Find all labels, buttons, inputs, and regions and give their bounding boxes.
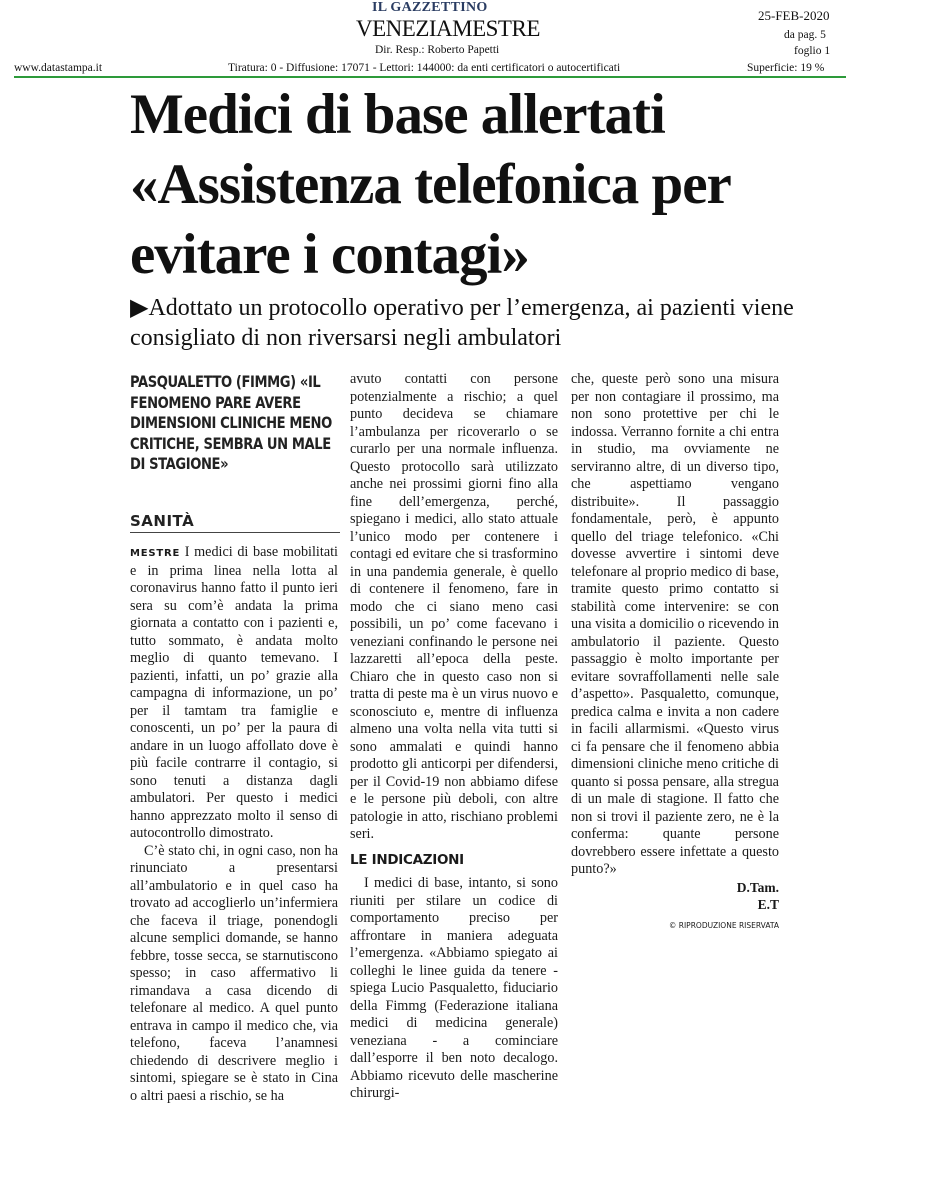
article-column-3 xyxy=(571,371,779,934)
publication-date: 25-FEB-2020 xyxy=(758,8,830,23)
circulation-info: Tiratura: 0 - Diffusione: 17071 - Lettori: 144000: da enti certificatori o autocertificati xyxy=(228,62,621,74)
director-line: Dir. Resp.: Roberto Papetti xyxy=(375,44,500,56)
header-rule xyxy=(14,76,846,78)
sheet-number: foglio 1 xyxy=(794,45,831,57)
article-column-1 xyxy=(130,544,338,1105)
body-paragraph: avuto contatti con persone potenzialmente a rischio; a quel punto decideva se chiamare l’ambulanza per ricoverarlo o se curarlo per una normale influenza. Questo protocollo sarà utilizzato anche nei prossimi giorni fino alla fine dell’emergenza, perché, spiegano i medici, allo stato attuale l’unico modo per contenere i contagi ed evitare che si trasformino in una pandemia generale, è quello di contenere il fenomeno, fare in modo che ci siano meno casi possibili, un po’ come facevano i veneziani confinando le persone nei lazzaretti all’epoca della peste. Chiaro che in questo caso non si tratta di peste ma è un virus nuovo e sconosciuto e, mentre di influenza almeno una volta nella vita tutti si sono ammalati e quindi hanno prodotto gli anticorpi per difendersi, per il Covid-19 non abbiamo difese e le persone più deboli, con altre patologie in atto, rischiano problemi seri. xyxy=(350,371,558,842)
masthead-title: VENEZIAMESTRE xyxy=(356,16,540,41)
page-reference: da pag. 5 xyxy=(784,29,826,41)
copyright-notice: © RIPRODUZIONE RISERVATA xyxy=(668,920,779,930)
author-signature: D.Tam. xyxy=(736,879,779,895)
author-signature: E.T xyxy=(757,896,779,912)
section-label: SANITÀ xyxy=(130,512,195,530)
masthead-top: IL GAZZETTINO xyxy=(372,0,488,15)
pull-quote-kicker: PASQUALETTO (FIMMG) «IL FENOMENO PARE AVERE DIMENSIONI CLINICHE MENO CRITICHE, SEMBRA UN MALE DI STAGIONE» xyxy=(130,372,332,473)
section-rule xyxy=(130,532,340,533)
headline: Medici di base allertati «Assistenza telefonica per evitare i contagi» xyxy=(130,83,730,286)
body-paragraph: C’è stato chi, in ogni caso, non ha rinunciato a presentarsi all’ambulatorio e in quel caso ha trovato ad accoglierlo un’infermiera che faceva il triage, ponendogli alcune semplici domande, se hanno febbre, tosse secca, se starnutiscono spesso; in caso affermativo li rimandava a casa dicendo di telefonare al medico. A quel punto entrava in campo il medico che, via telefono, faceva l’anamnesi chiedendo di descrivere meglio i sintomi, spiegare se è stato in Cina o altri paesi a rischio, se ha xyxy=(130,842,338,1104)
body-paragraph: I medici di base, intanto, si sono riuniti per stilare un codice di comportamento preciso per affrontare in maniera adeguata l’emergenza. «Abbiamo spiegato ai colleghi le linee guida da tenere - spiega Lucio Pasqualetto, fiduciario della Fimmg (Federazione italiana medici di medicina generale) veneziana - a cominciare dall’esporre il ben noto decalogo. Abbiamo ricevuto delle mascherine chirurgi- xyxy=(350,875,558,1101)
subsection-heading: LE INDICAZIONI xyxy=(350,851,464,868)
surface-info: Superficie: 19 % xyxy=(747,62,825,74)
body-paragraph: I medici di base mobilitati e in prima linea nella lotta al coronavirus hanno fatto il punto ieri sera su com’è andata la prima giornata a contatto con i pazienti e, tutto sommato, è andata molto meglio di quanto temevano. I pazienti, infatti, un po’ grazie alla campagna di informazione, un po’ per il tamtam tra famiglie e conoscenti, un po’ per la paura di andare in un luogo affollato dove è più facile contrarre il contagio, si sono tenuti a distanza dagli ambulatori. Per questo i medici hanno apprezzato molto il senso di autocontrollo dimostrato. xyxy=(130,544,338,841)
dateline: MESTRE xyxy=(130,548,181,559)
subheadline: ▶Adottato un protocollo operativo per l’emergenza, ai pazienti viene consigliato di non riversarsi negli ambulatori xyxy=(130,295,794,351)
article-column-2 xyxy=(350,371,558,1103)
body-paragraph: che, queste però sono una misura per non contagiare il prossimo, ma non sono protettive per chi le indossa. Verranno fornite a chi entra in studio, ma ovviamente ne serviranno altre, di un diverso tipo, che aspettiamo vengano distribuite». Il passaggio fondamentale, però, è appunto quello del triage telefonico. «Chi dovesse avvertire i sintomi deve telefonare al proprio medico di base, tramite questo primo contatto si stabilità come intervenire: se con una visita a domicilio o ricevendo in ambulatorio il paziente. Questo passaggio è molto importante per evitare sovraffollamenti nelle sale d’aspetto». Pasqualetto, comunque, predica calma e invita a non cadere in facili allarmismi. «Questo virus ci fa pensare che il fenomeno abbia dimensioni cliniche meno critiche di quanto si possa pensare, alla stregua di un male di stagione. Il fatto che non si trovi il paziente zero, ne è la conferma: quante persone dovrebbero essere infettate a questo punto?» xyxy=(571,371,779,877)
website-link[interactable]: www.datastampa.it xyxy=(14,62,103,74)
